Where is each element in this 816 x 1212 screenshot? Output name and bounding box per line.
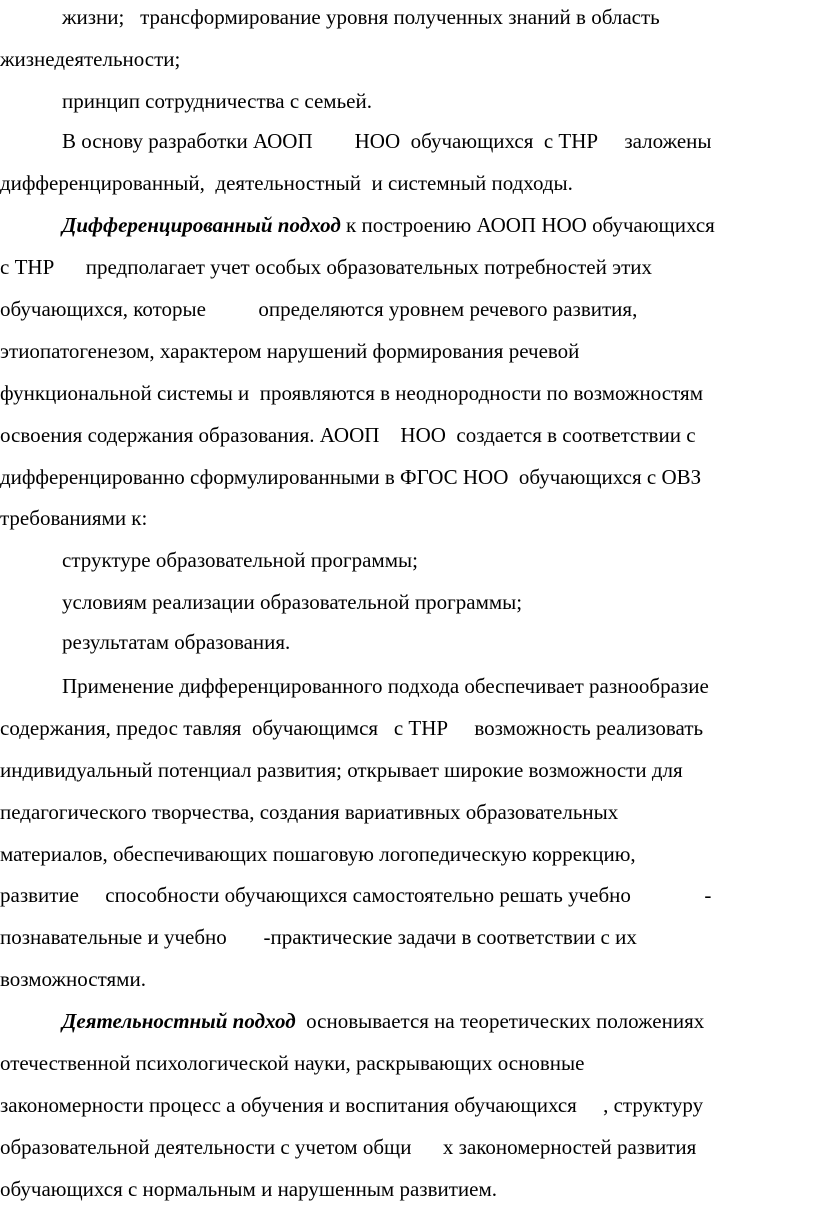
text-line (0, 1134, 696, 1160)
text-segment: принцип сотрудничества с семьей. (62, 89, 372, 113)
text-segment: дифференцированный, деятельностный и системный подходы. (0, 171, 573, 195)
term-highlight: Деятельностный подход (62, 1009, 296, 1033)
text-line (62, 88, 372, 114)
text-segment: жизнедеятельности; (0, 47, 181, 71)
text-line (62, 673, 709, 699)
text-segment: дифференцированно сформулированными в ФГОС НОО обучающихся с ОВЗ (0, 465, 702, 489)
text-line (0, 296, 637, 322)
text-segment: В основу разработки АООП НОО обучающихся с ТНР заложены (62, 129, 712, 153)
text-segment: жизни; трансформирование уровня полученных знаний в область (62, 5, 660, 29)
text-line (62, 212, 715, 238)
text-segment: образовательной деятельности с учетом общи х закономерностей развития (0, 1135, 697, 1159)
text-line (0, 422, 696, 448)
text-line (0, 1092, 703, 1118)
text-segment: обучающихся с нормальным и нарушенным развитием. (0, 1177, 498, 1201)
text-segment: развитие способности обучающихся самостоятельно решать учебно - (0, 883, 712, 907)
text-line (62, 589, 522, 615)
text-line (62, 629, 290, 655)
text-segment: результатам образования. (62, 630, 291, 654)
text-line (62, 547, 418, 573)
text-line (0, 1050, 584, 1076)
text-line (0, 505, 147, 531)
text-line (0, 1176, 497, 1202)
text-line (0, 799, 618, 825)
text-line (0, 966, 146, 992)
text-segment: функциональной системы и проявляются в неоднородности по возможностям (0, 381, 703, 405)
text-line (0, 715, 703, 741)
text-line (0, 841, 636, 867)
text-line (0, 924, 637, 950)
text-segment: материалов, обеспечивающих пошаговую логопедическую коррекцию, (0, 842, 636, 866)
text-line (0, 757, 683, 783)
text-segment: познавательные и учебно -практические задачи в соответствии с их (0, 925, 637, 949)
text-segment: условиям реализации образовательной программы; (62, 590, 523, 614)
text-segment: индивидуальный потенциал развития; открывает широкие возможности для (0, 758, 683, 782)
text-segment: закономерности процесс а обучения и воспитания обучающихся , структуру (0, 1093, 704, 1117)
text-line (0, 4, 660, 30)
text-line (62, 128, 712, 154)
text-line (0, 464, 701, 490)
text-segment: требованиями к: (0, 506, 148, 530)
text-line (0, 882, 711, 908)
text-segment: педагогического творчества, создания вариативных образовательных (0, 800, 619, 824)
text-segment: возможностями. (0, 967, 146, 991)
text-line (0, 380, 703, 406)
text-segment: структуре образовательной программы; (62, 548, 418, 572)
text-segment: Применение дифференцированного подхода обеспечивает разнообразие (62, 674, 709, 698)
text-segment: этиопатогенезом, характером нарушений формирования речевой (0, 339, 580, 363)
text-segment: с ТНР предполагает учет особых образовательных потребностей этих (0, 255, 652, 279)
text-segment: обучающихся, которые определяются уровнем речевого развития, (0, 297, 638, 321)
term-highlight: Дифференцированный подход (62, 213, 341, 237)
text-line (0, 170, 573, 196)
text-line (0, 46, 180, 72)
text-line (0, 254, 652, 280)
text-segment: отечественной психологической науки, раскрывающих основные (0, 1051, 585, 1075)
text-segment: освоения содержания образования. АООП НОО создается в соответствии с (0, 423, 696, 447)
text-segment: к построению АООП НОО обучающихся (340, 213, 715, 237)
text-line (62, 1008, 704, 1034)
text-segment: основывается на теоретических положениях (295, 1009, 705, 1033)
text-line (0, 338, 579, 364)
text-segment: содержания, предос тавляя обучающимся с ТНР возможность реализовать (0, 716, 704, 740)
